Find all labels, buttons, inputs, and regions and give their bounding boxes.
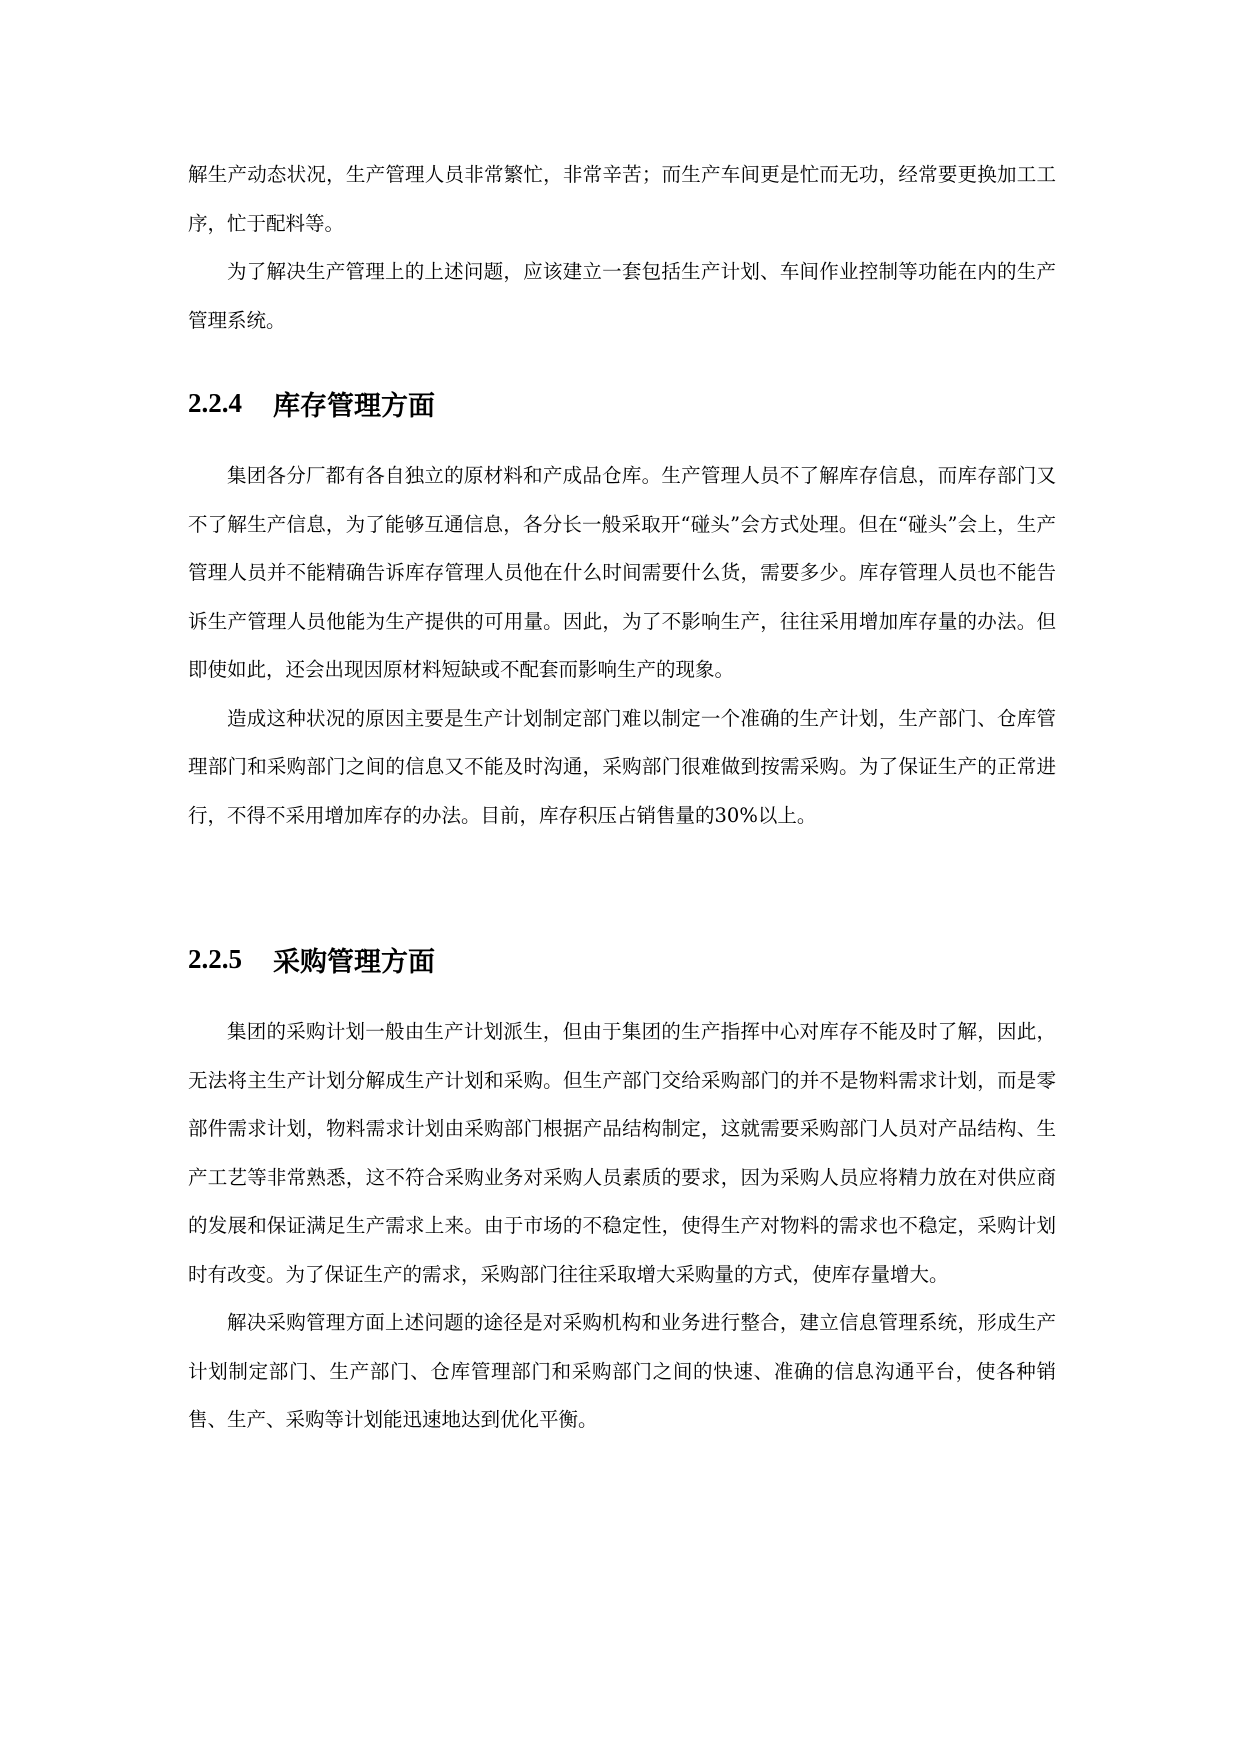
section-number: 2.2.4 [188, 387, 242, 418]
body-paragraph: 集团各分厂都有各自独立的原材料和产成品仓库。生产管理人员不了解库存信息，而库存部门又不了解生产信息，为了能够互通信息，各分长一般采取开“碰头”会方式处理。但在“碰头”会上，生产管理人员并不能精确告诉库存管理人员他在什么时间需要什么货，需要多少。库存管理人员也不能告诉生产管理人员他能为生产提供的可用量。因此，为了不影响生产，往往采用增加库存量的办法。但即使如此，还会出现因原材料短缺或不配套而影响生产的现象。 [188, 464, 1056, 681]
intro-block [188, 151, 1056, 345]
body-paragraph: 造成这种状况的原因主要是生产计划制定部门难以制定一个准确的生产计划，生产部门、仓库管理部门和采购部门之间的信息又不能及时沟通，采购部门很难做到按需采购。为了保证生产的正常进行，不得不采用增加库存的办法。目前，库存积压占销售量的30%以上。 [188, 706, 1056, 827]
intro-paragraph-continued: 解生产动态状况，生产管理人员非常繁忙，非常辛苦；而生产车间更是忙而无功，经常要更换加工工序，忙于配料等。 [188, 163, 1056, 235]
body-paragraph: 集团的采购计划一般由生产计划派生，但由于集团的生产指挥中心对库存不能及时了解，因此，无法将主生产计划分解成生产计划和采购。但生产部门交给采购部门的并不是物料需求计划，而是零部件需求计划，物料需求计划由采购部门根据产品结构制定，这就需要采购部门人员对产品结构、生产工艺等非常熟悉，这不符合采购业务对采购人员素质的要求，因为采购人员应将精力放在对供应商的发展和保证满足生产需求上来。由于市场的不稳定性，使得生产对物料的需求也不稳定，采购计划时有改变。为了保证生产的需求，采购部门往往采取增大采购量的方式，使库存量增大。 [188, 1020, 1056, 1286]
body-paragraph: 解决采购管理方面上述问题的途径是对采购机构和业务进行整合，建立信息管理系统，形成生产计划制定部门、生产部门、仓库管理部门和采购部门之间的快速、准确的信息沟通平台，使各种销售、生产、采购等计划能迅速地达到优化平衡。 [188, 1311, 1056, 1431]
section-number: 2.2.5 [188, 943, 242, 974]
section-heading-224 [188, 383, 435, 423]
section-225-body [188, 1008, 1056, 1445]
section-title: 采购管理方面 [273, 946, 435, 978]
section-heading-225 [188, 939, 435, 979]
section-224-body [188, 452, 1056, 840]
intro-paragraph: 为了解决生产管理上的上述问题，应该建立一套包括生产计划、车间作业控制等功能在内的生产管理系统。 [188, 260, 1056, 332]
section-title: 库存管理方面 [273, 390, 435, 422]
